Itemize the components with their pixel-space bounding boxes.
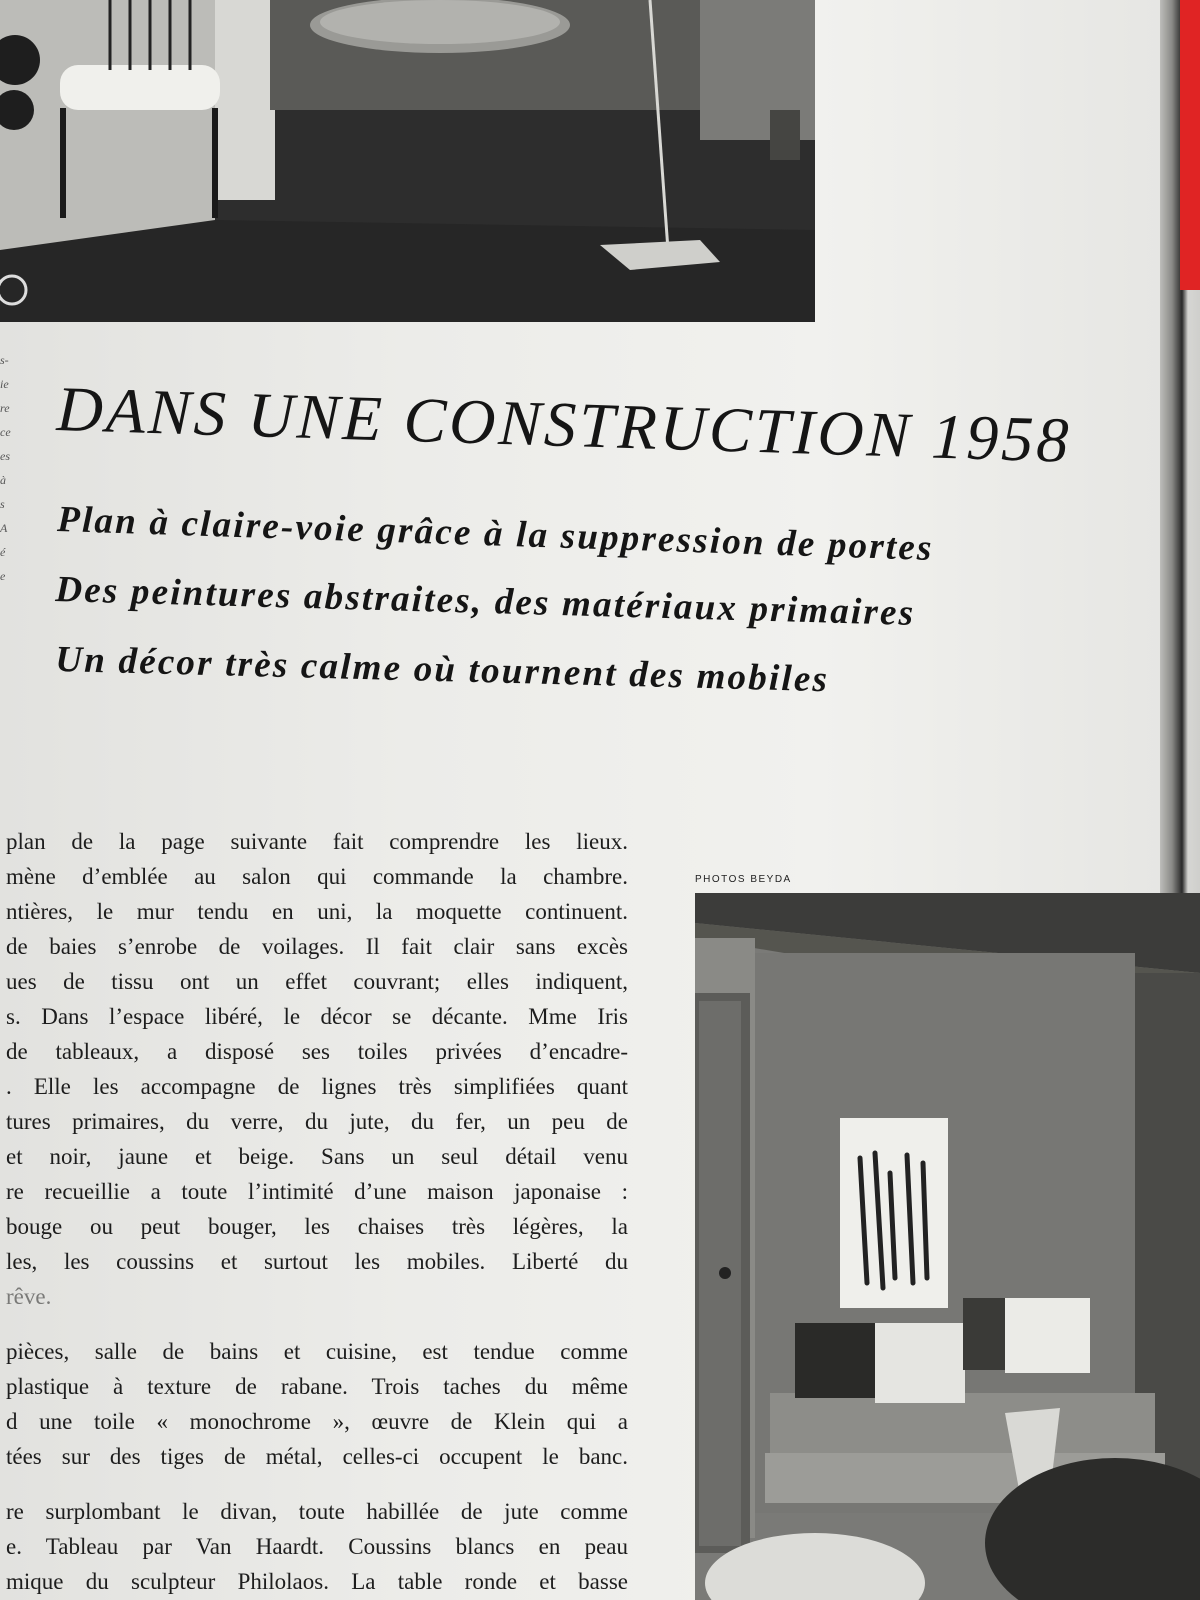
margin-fragment: e <box>0 569 6 583</box>
top-interior-photo <box>0 0 815 322</box>
top-photo-drawing <box>0 0 815 322</box>
body-line: de tableaux, a disposé ses toiles privées d’encadre- <box>6 1039 628 1064</box>
red-cover-edge <box>1180 0 1200 290</box>
margin-fragment: s- <box>0 353 9 367</box>
body-line: mène d’emblée au salon qui commande la chambre. <box>6 864 628 889</box>
body-line: tées sur des tiges de métal, celles-ci occupent le banc. <box>6 1444 628 1469</box>
body-line: de baies s’enrobe de voilages. Il fait clair sans excès <box>6 934 628 959</box>
body-line: et noir, jaune et beige. Sans un seul détail venu <box>6 1144 628 1169</box>
body-line: plan de la page suivante fait comprendre les lieux. <box>6 829 628 854</box>
margin-fragment: ie <box>0 377 9 391</box>
subheadline-2: Des peintures abstraites, des matériaux primaires <box>54 568 916 635</box>
body-line: pièces, salle de bains et cuisine, est tendue comme <box>6 1339 628 1364</box>
body-line: re surplombant le divan, toute habillée de jute comme <box>6 1499 628 1524</box>
body-line: ues de tissu ont un effet couvrant; elles indiquent, <box>6 969 628 994</box>
body-line: rêve. <box>6 1284 52 1309</box>
margin-fragment: A <box>0 521 8 535</box>
body-line: e. Tableau par Van Haardt. Coussins blancs en peau <box>6 1534 628 1559</box>
body-line: mique du sculpteur Philolaos. La table ronde et basse <box>6 1569 628 1594</box>
margin-fragment: s <box>0 497 5 511</box>
body-line: tures primaires, du verre, du jute, du fer, un peu de <box>6 1109 628 1134</box>
body-line: bouge ou peut bouger, les chaises très légères, la <box>6 1214 628 1239</box>
subheadline-1: Plan à claire-voie grâce à la suppression de portes <box>56 498 935 570</box>
margin-fragment: é <box>0 545 6 559</box>
subheadline-3: Un décor très calme où tournent des mobiles <box>54 638 830 701</box>
living-room-drawing <box>695 893 1200 1600</box>
body-line: plastique à texture de rabane. Trois taches du même <box>6 1374 628 1399</box>
margin-fragment: ce <box>0 425 11 439</box>
living-room-photo <box>695 893 1200 1600</box>
margin-fragment: re <box>0 401 10 415</box>
body-line: les, les coussins et surtout les mobiles. Liberté du <box>6 1249 628 1274</box>
body-line: . Elle les accompagne de lignes très simplifiées quant <box>6 1074 628 1099</box>
margin-fragment: à <box>0 473 6 487</box>
article-body <box>6 824 628 1599</box>
body-line: d une toile « monochrome », œuvre de Klein qui a <box>6 1409 628 1434</box>
paragraph-gap <box>6 1474 628 1494</box>
photo-credit: PHOTOS BEYDA <box>695 874 792 885</box>
body-line: re recueillie a toute l’intimité d’une maison japonaise : <box>6 1179 628 1204</box>
margin-fragment: es <box>0 449 10 463</box>
body-line: ntières, le mur tendu en uni, la moquette continuent. <box>6 899 628 924</box>
margin-text-fragments <box>0 348 16 588</box>
paragraph-gap <box>6 1314 628 1334</box>
article-headline: DANS UNE CONSTRUCTION 1958 <box>55 372 1073 476</box>
body-line: s. Dans l’espace libéré, le décor se décante. Mme Iris <box>6 1004 628 1029</box>
